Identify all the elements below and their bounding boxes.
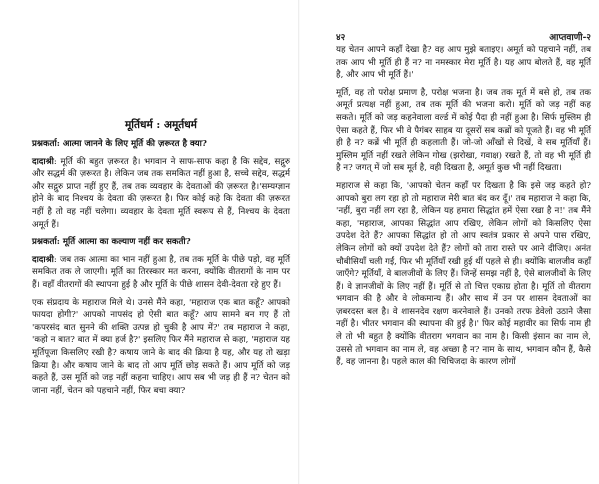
answer-paragraph bbox=[32, 156, 290, 232]
speaker-label: दादाश्री bbox=[32, 254, 54, 265]
body-paragraph: मूर्ति, वह तो परोक्ष प्रमाण है, परोक्ष भजना है। जब तक मूर्त में बसे हो, तब तक अमूर्त प्रत्यक्ष नहीं हुआ, तब तक मूर्ति की भजना करो। मूर्ति को जड़ नहीं कह सकते। मूर्ति को जड़ कहनेवाला वर्ल्ड में कोई पैदा ही नहीं हुआ है। सिर्फ मुस्लिम ही ऐसा कहते हैं, फिर भी वे पैगंबर साहब या दूसरों सब कब्रों को पूजते हैं। वह भी मूर्ति ही है न? कब्रें भी मूर्ति ही कहलाती हैं। जो-जो आँखों से दिखें, वे सब मूर्तियाँ हैं। मुस्लिम मूर्ति नहीं रखते लेकिन गोख (झरोखा, गवाक्ष) रखते हैं, तो वह भी मूर्ति ही है न? जगत् में जो सब मूर्त है, वही दिखता है, अमूर्त कुछ भी नहीं दिखता। bbox=[336, 87, 591, 174]
answer-paragraph bbox=[32, 254, 290, 292]
speaker-label: प्रश्नकर्ता bbox=[32, 139, 57, 149]
answer-text: : मूर्ति की बहुत ज़रूरत है। भगवान ने साफ-साफ कहा है कि सद्देव, सद्गुरु और सद्धर्म की ज़रूरत है। लेकिन जब तक समकित नहीं हुआ है, सच्चे सद्देव, सद्धर्म और सद्गुरु प्राप्त नहीं हुए हैं, तब तक व्यवहार के देवताओं की ज़रूरत है।'सम्यग्ज्ञान होने के बाद निश्चय के देवता की ज़रूरत है। फिर कोई कहे कि देवता की ज़रूरत नहीं है तो वह नहीं चलेगा। व्यवहार के देवता मूर्ति स्वरूप से हैं, निश्चय के देवता अमूर्त हैं। bbox=[32, 156, 290, 230]
body-paragraph: यह चेतन आपने कहाँ देखा है? वह आप मुझे बताइए। अमूर्त को पहचाने नहीं, तब तक आप भी मूर्ति ही हैं न? ना नमस्कार मेरा मूर्ति है। यह आप बोलते हैं, वह मूर्ति है, और आप भी मूर्ति हैं।' bbox=[336, 45, 591, 81]
question-text: : मूर्ति आत्मा का कल्याण नहीं कर सकती? bbox=[56, 237, 191, 248]
running-title: आप्तवाणी-२ bbox=[549, 33, 591, 43]
page-number: ४२ bbox=[336, 33, 346, 43]
body-paragraph: महाराज से कहा कि, 'आपको चेतन कहाँ पर दिखता है कि इसे जड़ कहते हो? आपको बुरा लग रहा हो तो महाराज मेरी बात बंद कर दूँ।' तब महाराज ने कहा कि, 'नहीं, बुरा नहीं लग रहा है, लेकिन यह हमारा सिद्धांत हमें ऐसा रखा है न!' तब मैंने कहा, 'महाराज, आपका सिद्धांत आप रखिए, लेकिन लोगों को किसलिए ऐसा उपदेश देते हैं? आपका सिद्धांत हो तो आप स्वतंत्र प्रकार से अपने पास रखिए, लेकिन लोगों को क्यों उपदेश देते हैं? लोगों को तारा रास्ते पर आने दीजिए। अनंत चौबीसियाँ चली गईं, फिर भी मूर्तियाँ रखी हुई थीं पहले से ही। क्योंकि बालजीव कहाँ जाएँगे? मूर्तियाँ, वे बालजीवों के लिए हैं। जिन्हें समझ नहीं है, ऐसे बालजीवों के लिए हैं। वे ज्ञानजीवों के लिए नहीं हैं। मूर्ति से तो चित्त एकाग्र होता है। मूर्ति तो वीतराग भगवान की है और वे लोकमान्य हैं। और साथ में उन पर शासन देवताओं का ज़बरदस्त बल है। वे शासनदेव रक्षण करनेवाले हैं। उनको तरफ डेवेलो उठाने जैसा नहीं है। भीतर भगवान की स्थापना की हुई है।' फिर कोई महावीर का सिर्फ नाम ही ले तो भी बहुत है क्योंकि वीतराग भगवान का नाम है। किसी इंसान का नाम ले, उससे तो भगवान का नाम ले, वह अच्छा है न? नाम के साथ, भगवान कौन हैं, कैसे हैं, वह जानना है। पहले काल की चिचिजदा के कारण लोगों bbox=[336, 180, 591, 368]
chapter-heading: मूर्तिधर्म : अमूर्तधर्म bbox=[125, 119, 197, 131]
question-paragraph bbox=[32, 138, 290, 151]
right-page bbox=[300, 0, 599, 484]
left-page bbox=[0, 0, 298, 484]
running-header bbox=[336, 30, 591, 43]
body-paragraph: एक संप्रदाय के महाराज मिले थे। उनसे मैंने कहा, 'महाराज एक बात कहूँ? आपको फायदा होगी?' आपको नापसंद हो ऐसी बात कहूँ? आप सामने बन गए हैं तो 'कपरसंद बात सुनने की शक्ति उत्पन्न हो चुकी है आप में?' तब महाराज ने कहा, 'कहो न बात? बात में क्या हर्ज है?' इसलिए फिर मैंने महाराज से कहा, 'महाराज यह मूर्तिपूजा किसलिए रखी है? कषाय जाने के बाद की क्रिया है यह, और यह तो खड़ा क्रिया है। और कषाय जाने के बाद तो आप मूर्ति छोड़ सकते हैं। आप मूर्ति को जड़ कहते हैं, उस मूर्ति को जड़ नहीं कहना चाहिए। आप सब भी जड़ ही हैं न? चेतन को जाना नहीं, चेतन को पहचाने नहीं, फिर बचा क्या? bbox=[32, 297, 290, 396]
question-text: : आत्मा जानने के लिए मूर्ति की ज़रूरत है क्या? bbox=[56, 139, 207, 149]
question-paragraph bbox=[32, 236, 290, 249]
answer-text: : जब तक आत्मा का भान नहीं हुआ है, तब तक मूर्ति के पीछे पड़ो, वह मूर्ति समकित तक ले जाएगी। मूर्ति का तिरस्कार मत करना, क्योंकि वीतरागों के नाम पर हैं। वहाँ वीतरागों की स्थापना हुई है और मूर्ति के पीछे शासन देवी-देवता रहे हुए हैं। bbox=[32, 254, 290, 290]
speaker-label: दादाश्री bbox=[32, 156, 54, 167]
speaker-label: प्रश्नकर्ता bbox=[32, 237, 57, 248]
